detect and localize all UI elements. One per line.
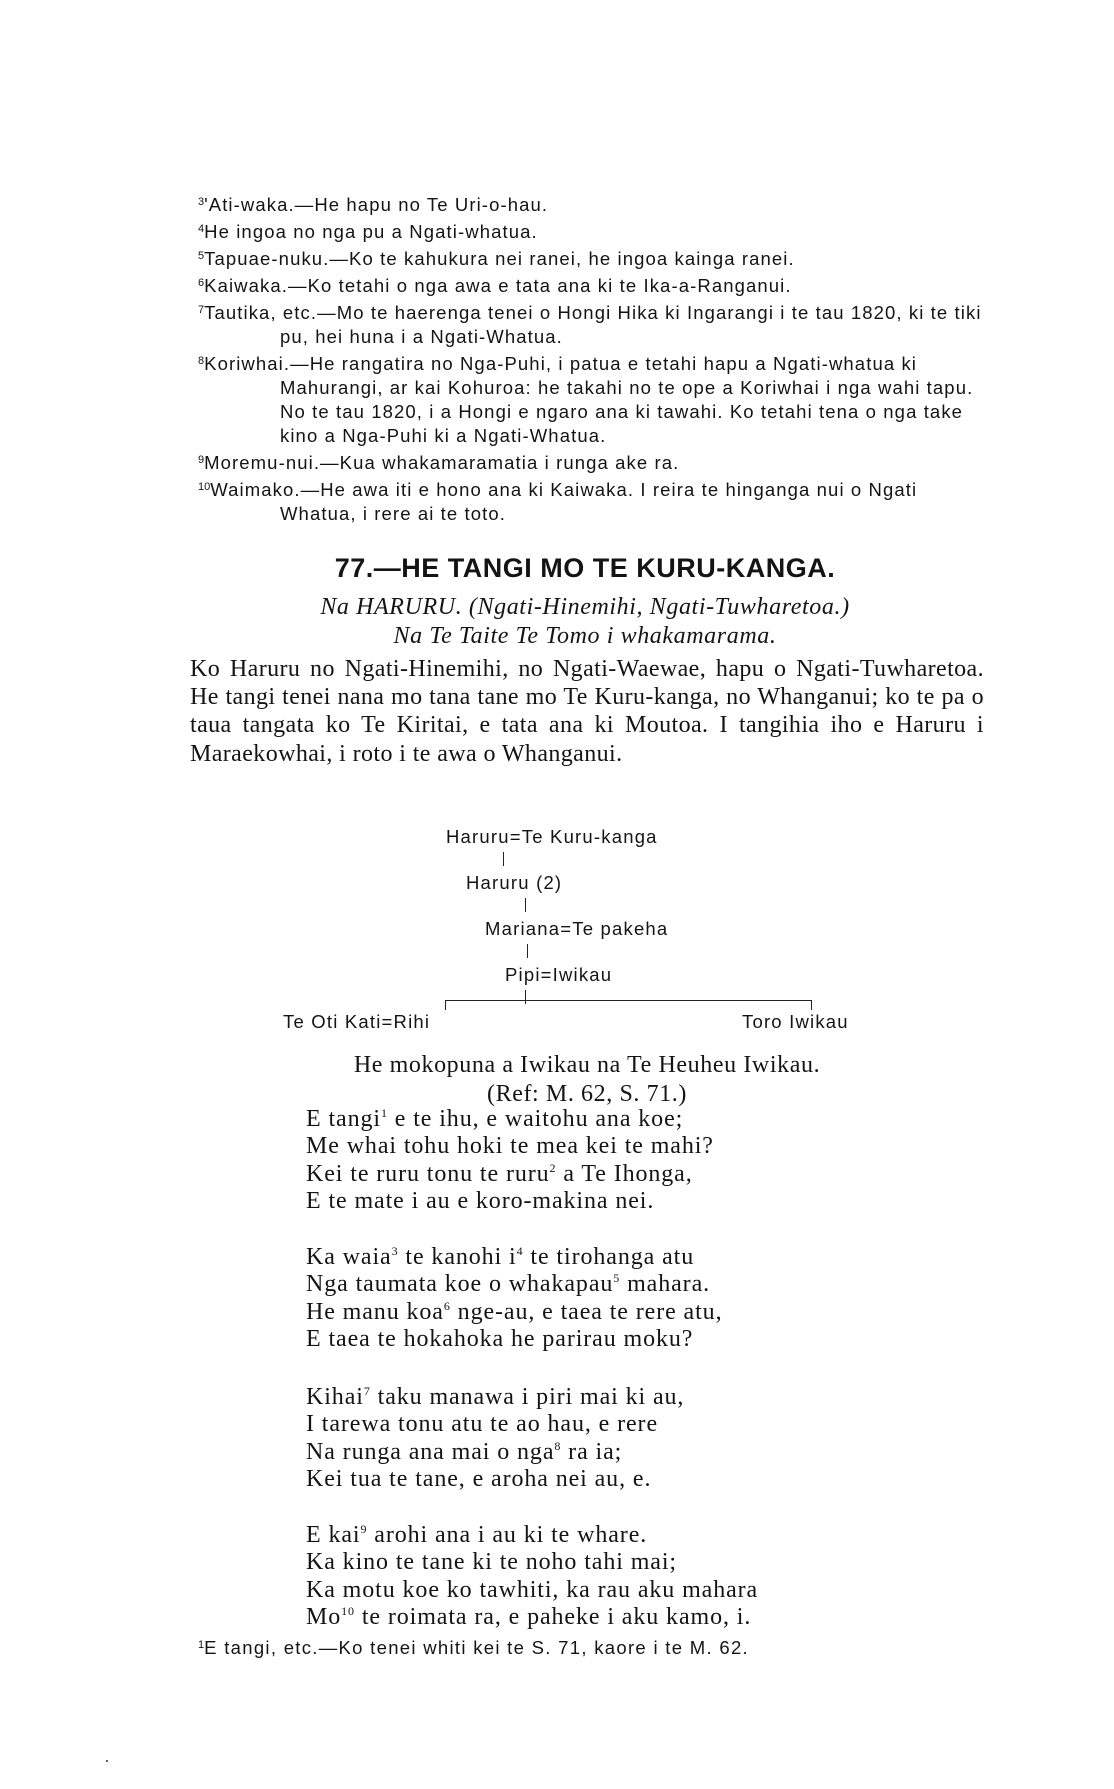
footnote-4: $^4$He ingoa no nga pu a Ngati-whatua. [198,221,538,242]
poem-line: Nga taumata koe o whakapau$^5$ mahara. [306,1271,711,1298]
song-title: 77.—HE TANGI MO TE KURU-KANGA. [334,553,836,583]
footnote-8: $^8$Koriwhai.—He rangatira no Nga-Puhi, i patua e tetahi hapu a Ngati-whatua ki Mahurangi, ar kai Kohuroa: he takahi no te ope a Koriwhai i nga wahi tapu. No te tau 1820, i a Hongi e ngaro ana ki tawahi. Ko tetahi tena o nga take kino a Nga-Puhi ki a Ngati-Whatua. [198,353,974,446]
author-line: Na HARURU. (Ngati-Hinemihi, Ngati-Tuwharetoa.) [320,594,850,620]
poem-reference: (Ref: M. 62, S. 71.) [487,1081,687,1107]
stanza-1 [306,1106,714,1215]
stanza-4 [306,1522,758,1631]
poem-heading: He mokopuna a Iwikau na Te Heuheu Iwikau. [353,1052,821,1078]
footnote-6: $^6$Kaiwaka.—Ko tetahi o nga awa e tata ana ki te Ika-a-Ranganui. [198,275,792,296]
poem-line: I tarewa tonu atu te ao hau, e rere [306,1411,658,1438]
print-speck [106,1760,108,1762]
poem-line: Me whai tohu hoki te mea kei te mahi? [306,1133,714,1160]
footnote-3: $^3$'Ati-waka.—He hapu no Te Uri-o-hau. [198,194,549,215]
footnote-9: $^9$Moremu-nui.—Kua whakamaramatia i runga ake ra. [198,452,680,473]
poem-line: E tangi$^1$ e te ihu, e waitohu ana koe; [306,1106,684,1132]
descent-line [525,898,526,912]
child-drop [811,1000,812,1010]
poem-line: Kei tua te tane, e aroha nei au, e. [306,1465,652,1492]
poem-line: Ka kino te tane ki te noho tahi mai; [306,1549,677,1576]
genealogy-row-3: Mariana=Te pakeha [485,918,669,939]
genealogy-child-left: Te Oti Kati=Rihi [283,1011,431,1032]
stanza-3 [306,1384,684,1493]
genealogy-row-4: Pipi=Iwikau [505,964,613,985]
footnotes-top [198,190,998,526]
poem-line: E te mate i au e koro-makina nei. [306,1187,655,1214]
footnote-5: $^5$Tapuae-nuku.—Ko te kahukura nei ranei, he ingoa kainga ranei. [198,248,795,269]
genealogy-row-1: Haruru=Te Kuru-kanga [446,826,658,847]
poem-line: Na runga ana mai o nga$^8$ ra ia; [306,1438,623,1465]
intro-paragraph: Ko Haruru no Ngati-Hinemihi, no Ngati-Waewae, hapu o Ngati-Tuwharetoa. He tangi tenei nana mo tana tane mo Te Kuru-kanga, no Whanganui; ko te pa o taua tangata ko Te Kiritai, e tata ana ki Moutoa. I tangihia iho e Haruru i Maraekowhai, i roto i te awa o Whanganui. [190,656,984,767]
poem-line: E kai$^9$ arohi ana i au ki te whare. [306,1522,648,1548]
poem-line: Ka waia$^3$ te kanohi $i^4$ te tirohanga atu [306,1244,695,1270]
genealogy-row-2: Haruru (2) [466,872,563,893]
descent-line [525,990,526,1004]
descent-line [527,944,528,958]
explainer-line: Na Te Taite Te Tomo i whakamarama. [393,623,777,649]
stanza-2 [306,1244,722,1353]
footnote-bottom: $^1$E tangi, etc.—Ko tenei whiti kei te S. 71, kaore i te M. 62. [198,1637,749,1658]
poem-line: E taea te hokahoka he parirau moku? [306,1325,694,1352]
poem-line: Mo$^{10}$ te roimata ra, e paheke i aku kamo, i. [306,1603,752,1630]
footnote-7: $^7$Tautika, etc.—Mo te haerenga tenei o Hongi Hika ki Ingarangi i te tau 1820, ki te tiki pu, hei huna i a Ngati-Whatua. [198,302,982,347]
genealogy-child-right: Toro Iwikau [742,1011,849,1032]
footnote-10: $^{10}$Waimako.—He awa iti e hono ana ki Kaiwaka. I reira te hinganga nui o Ngati Whatua, i rere ai te toto. [198,479,918,524]
child-drop [445,1000,446,1010]
descent-line [503,852,504,866]
poem-line: Ka motu koe ko tawhiti, ka rau aku mahara [306,1576,759,1603]
poem-line: Kei te ruru tonu te ruru$^2$ a Te Ihonga, [306,1160,693,1187]
poem-line: Kihai$^7$ taku manawa i piri mai ki au, [306,1384,685,1410]
poem-line: He manu koa$^6$ nge-au, e taea te rere atu, [306,1298,723,1325]
sibling-bar [445,1000,811,1001]
